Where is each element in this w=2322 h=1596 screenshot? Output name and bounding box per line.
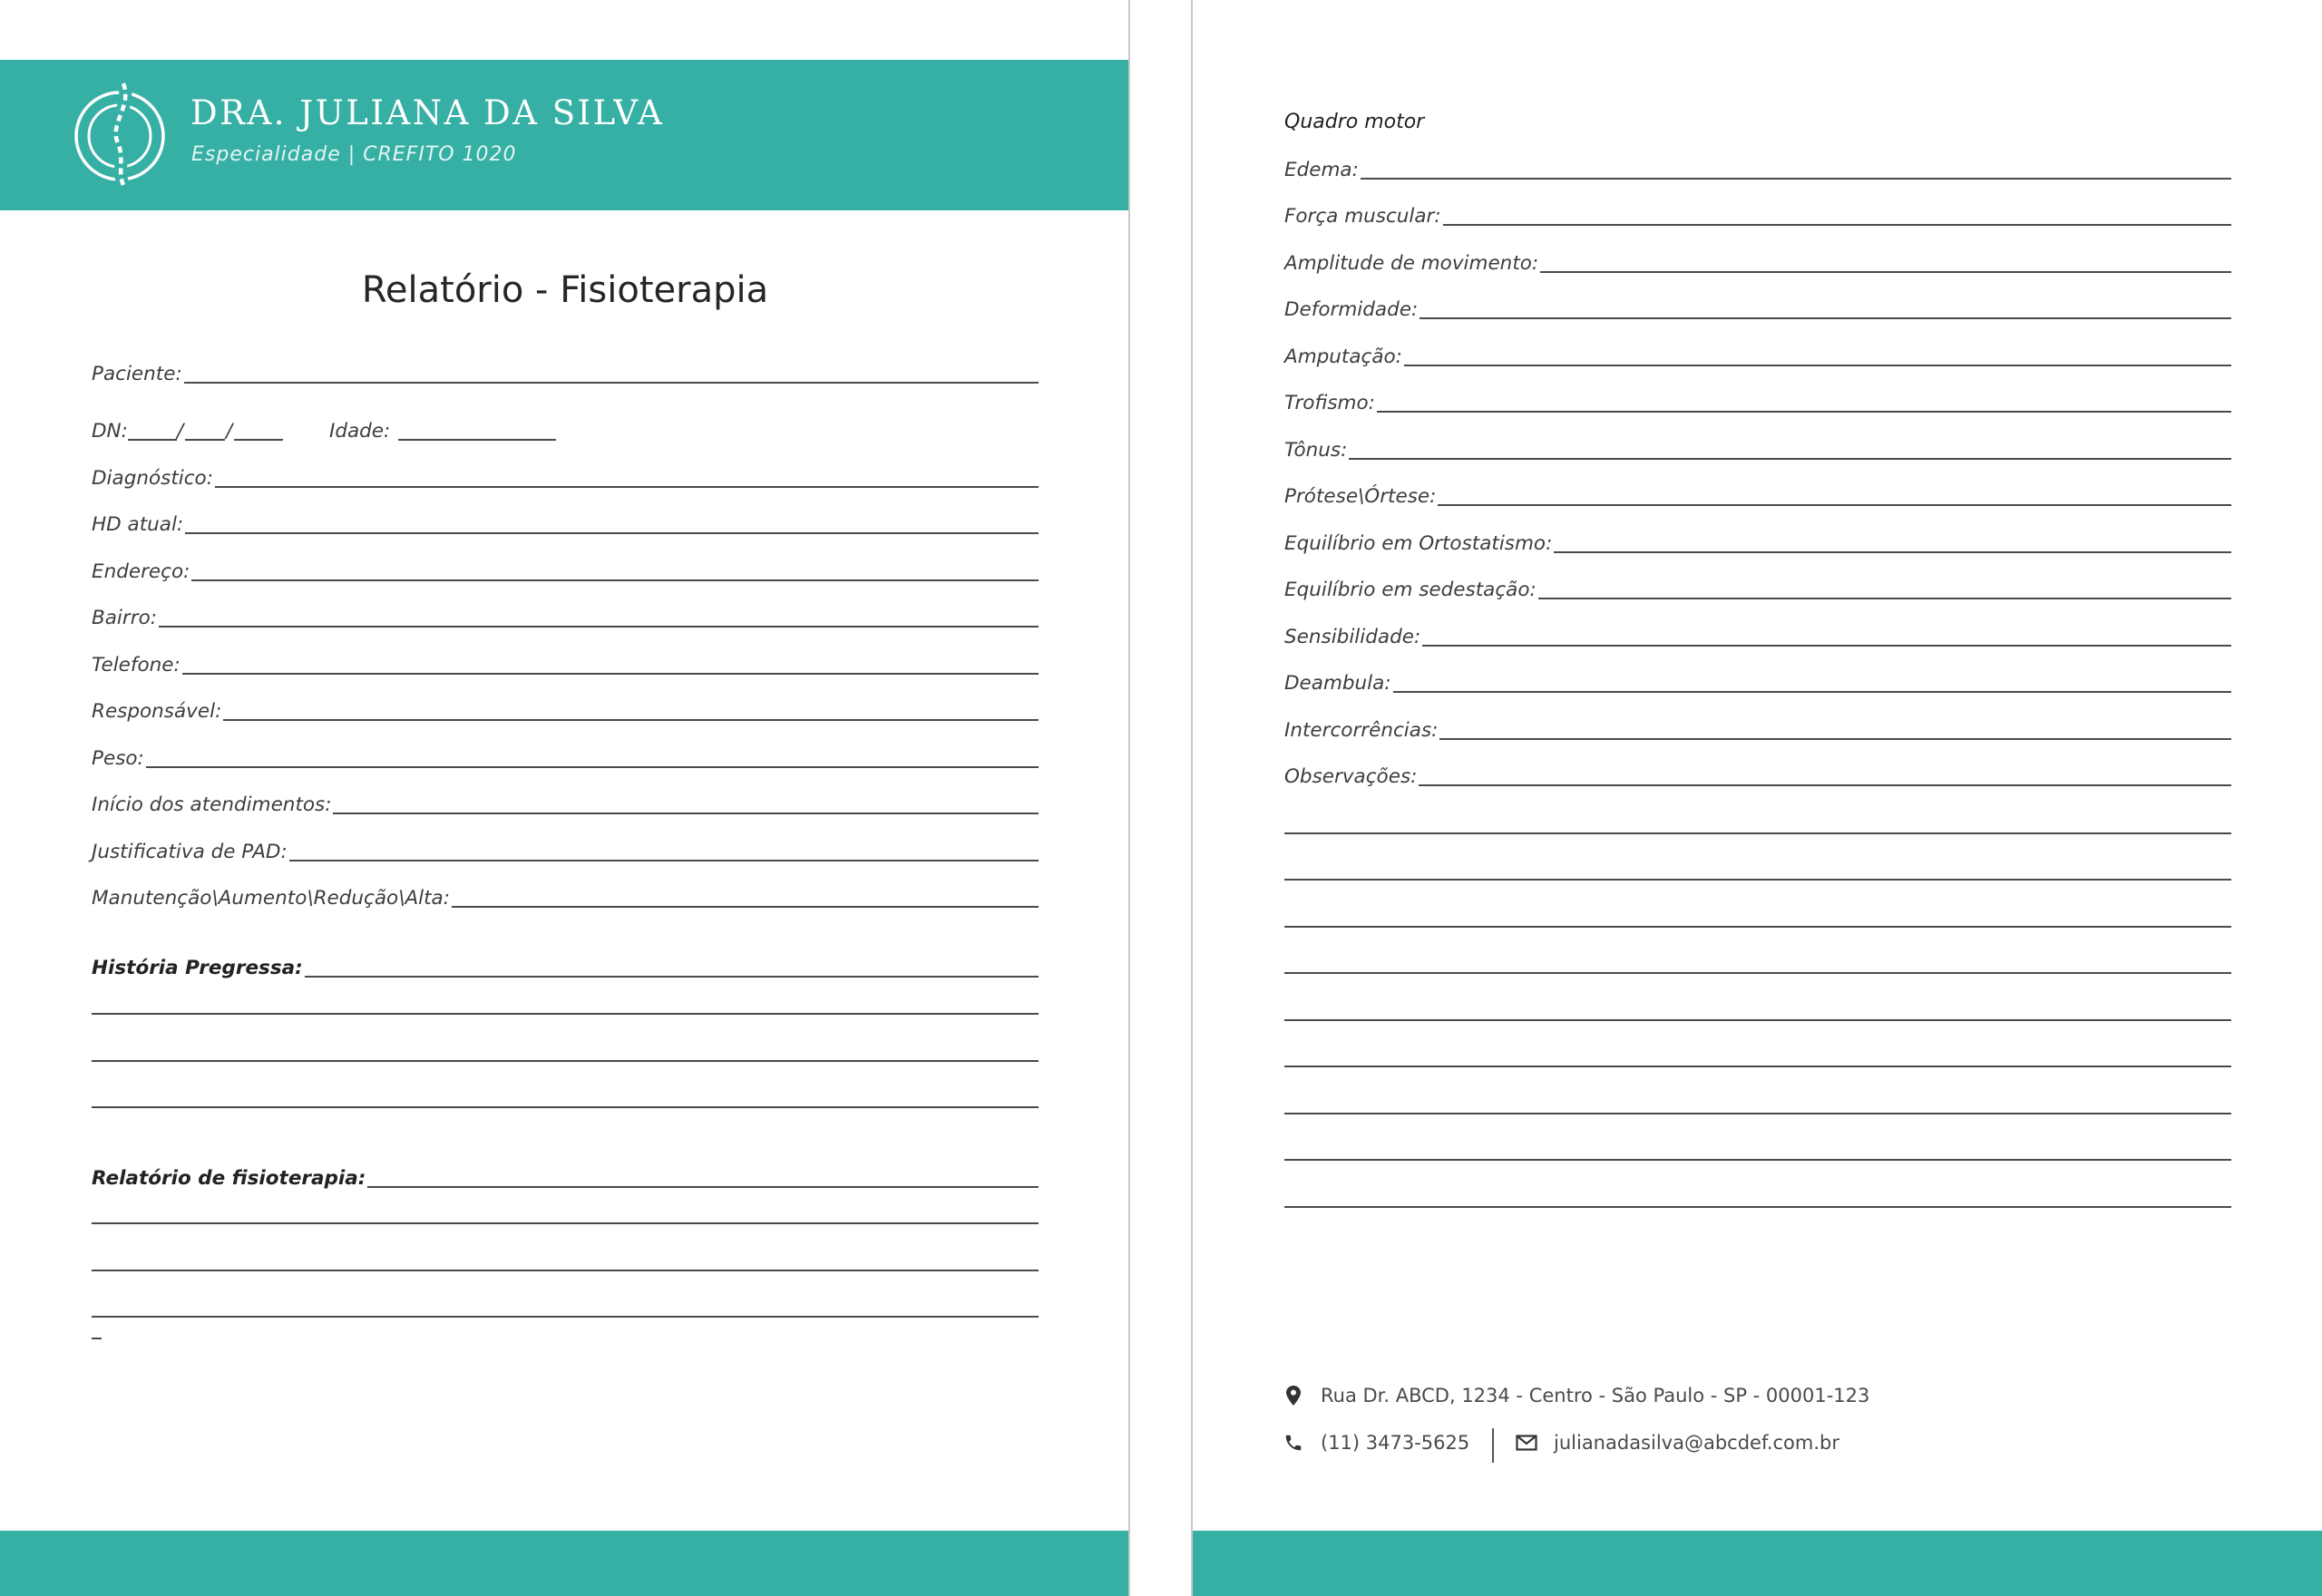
field-label: Paciente:: [92, 362, 182, 385]
contact-address: [1281, 1383, 1869, 1408]
field-intercorrencias[interactable]: [1284, 706, 2231, 742]
dash-mark: [92, 1338, 102, 1339]
field-hd-atual[interactable]: [92, 500, 1039, 536]
field-tonus[interactable]: [1284, 425, 2231, 462]
field-observacoes[interactable]: [1284, 752, 2231, 788]
field-label: Telefone:: [92, 653, 180, 676]
field-amputacao[interactable]: [1284, 332, 2231, 368]
relatorio-label: Relatório de fisioterapia:: [92, 1166, 366, 1190]
field-manutencao[interactable]: [92, 873, 1039, 910]
dn-label: DN:: [92, 419, 128, 443]
field-equilibrio-ortostatismo[interactable]: [1284, 519, 2231, 555]
writing-line[interactable]: [92, 1013, 1039, 1015]
field-label: Intercorrências:: [1284, 718, 1439, 742]
field-telefone[interactable]: [92, 640, 1039, 676]
field-label: Força muscular:: [1284, 204, 1441, 228]
footer-band: [0, 1531, 1128, 1596]
field-diagnostico[interactable]: [92, 453, 1039, 490]
footer-band: [1193, 1531, 2322, 1596]
field-bairro[interactable]: [92, 593, 1039, 629]
address-text: Rua Dr. ABCD, 1234 - Centro - São Paulo - SP - 00001-123: [1321, 1385, 1870, 1406]
envelope-icon: [1514, 1430, 1539, 1455]
field-historia-pregressa[interactable]: [92, 943, 1039, 979]
section-title-quadro-motor: Quadro motor: [1284, 111, 1425, 133]
field-relatorio-fisioterapia[interactable]: [92, 1153, 1039, 1190]
header-band: [0, 60, 1128, 210]
email-text: julianadasilva@abcdef.com.br: [1554, 1432, 1839, 1454]
writing-line[interactable]: [1284, 972, 2231, 974]
field-amplitude-movimento[interactable]: [1284, 238, 2231, 275]
idade-label: Idade:: [329, 419, 391, 443]
field-label: Sensibilidade:: [1284, 625, 1421, 648]
field-label: Endereço:: [92, 560, 190, 583]
field-label: Manutenção\Aumento\Redução\Alta:: [92, 886, 450, 910]
field-label: Equilíbrio em sedestação:: [1284, 578, 1537, 601]
writing-line[interactable]: [1284, 1113, 2231, 1114]
field-justificativa-pad[interactable]: [92, 827, 1039, 863]
field-label: Amplitude de movimento:: [1284, 251, 1539, 275]
field-edema[interactable]: [1284, 145, 2231, 181]
field-inicio-atendimentos[interactable]: [92, 780, 1039, 816]
field-forca-muscular[interactable]: [1284, 191, 2231, 228]
field-equilibrio-sedestacao[interactable]: [1284, 565, 2231, 601]
document-title: Relatório - Fisioterapia: [361, 269, 769, 311]
writing-line[interactable]: [1284, 1206, 2231, 1208]
field-label: Deformidade:: [1284, 297, 1419, 321]
field-label: Edema:: [1284, 158, 1359, 181]
field-endereco[interactable]: [92, 547, 1039, 583]
field-label: Diagnóstico:: [92, 466, 213, 490]
writing-line[interactable]: [92, 1270, 1039, 1271]
contact-email: [1514, 1430, 1839, 1455]
writing-line[interactable]: [92, 1222, 1039, 1224]
writing-line[interactable]: [1284, 1159, 2231, 1161]
doctor-name: DRA. JULIANA DA SILVA: [190, 93, 665, 132]
field-sensibilidade[interactable]: [1284, 612, 2231, 648]
field-label: Equilíbrio em Ortostatismo:: [1284, 531, 1553, 555]
field-label: Tônus:: [1284, 438, 1348, 462]
field-label: Deambula:: [1284, 671, 1391, 695]
field-label: Prótese\Órtese:: [1284, 484, 1437, 508]
contact-phone: [1281, 1430, 1469, 1455]
writing-line[interactable]: [1284, 926, 2231, 928]
form-page-right: [1191, 0, 2322, 1596]
field-label: Início dos atendimentos:: [92, 793, 332, 816]
field-peso[interactable]: [92, 734, 1039, 770]
field-deformidade[interactable]: [1284, 285, 2231, 321]
location-pin-icon: [1281, 1383, 1306, 1408]
field-label: HD atual:: [92, 512, 184, 536]
writing-line[interactable]: [92, 1316, 1039, 1318]
historia-label: História Pregressa:: [92, 956, 303, 979]
field-label: Trofismo:: [1284, 391, 1375, 414]
field-label: Bairro:: [92, 606, 157, 629]
phone-text: (11) 3473-5625: [1321, 1432, 1470, 1454]
field-paciente[interactable]: [92, 349, 1039, 385]
contact-separator: [1492, 1428, 1494, 1463]
field-deambula[interactable]: [1284, 658, 2231, 695]
writing-line[interactable]: [1284, 832, 2231, 834]
field-responsavel[interactable]: [92, 686, 1039, 723]
field-trofismo[interactable]: [1284, 378, 2231, 414]
writing-line[interactable]: [92, 1106, 1039, 1108]
phone-icon: [1281, 1430, 1306, 1455]
field-label: Amputação:: [1284, 345, 1402, 368]
field-label: Justificativa de PAD:: [92, 840, 288, 863]
field-protese-ortese[interactable]: [1284, 472, 2231, 508]
field-label: Responsável:: [92, 699, 222, 723]
writing-line[interactable]: [1284, 1066, 2231, 1067]
form-page-left: [0, 0, 1130, 1596]
doctor-subtitle: Especialidade | CREFITO 1020: [191, 143, 517, 166]
field-label: Observações:: [1284, 764, 1418, 788]
writing-line[interactable]: [1284, 879, 2231, 881]
writing-line[interactable]: [1284, 1019, 2231, 1021]
logo-icon: [73, 80, 169, 190]
field-label: Peso:: [92, 746, 144, 770]
field-dn-idade[interactable]: DN: / / Idade:: [92, 406, 636, 443]
writing-line[interactable]: [92, 1060, 1039, 1062]
